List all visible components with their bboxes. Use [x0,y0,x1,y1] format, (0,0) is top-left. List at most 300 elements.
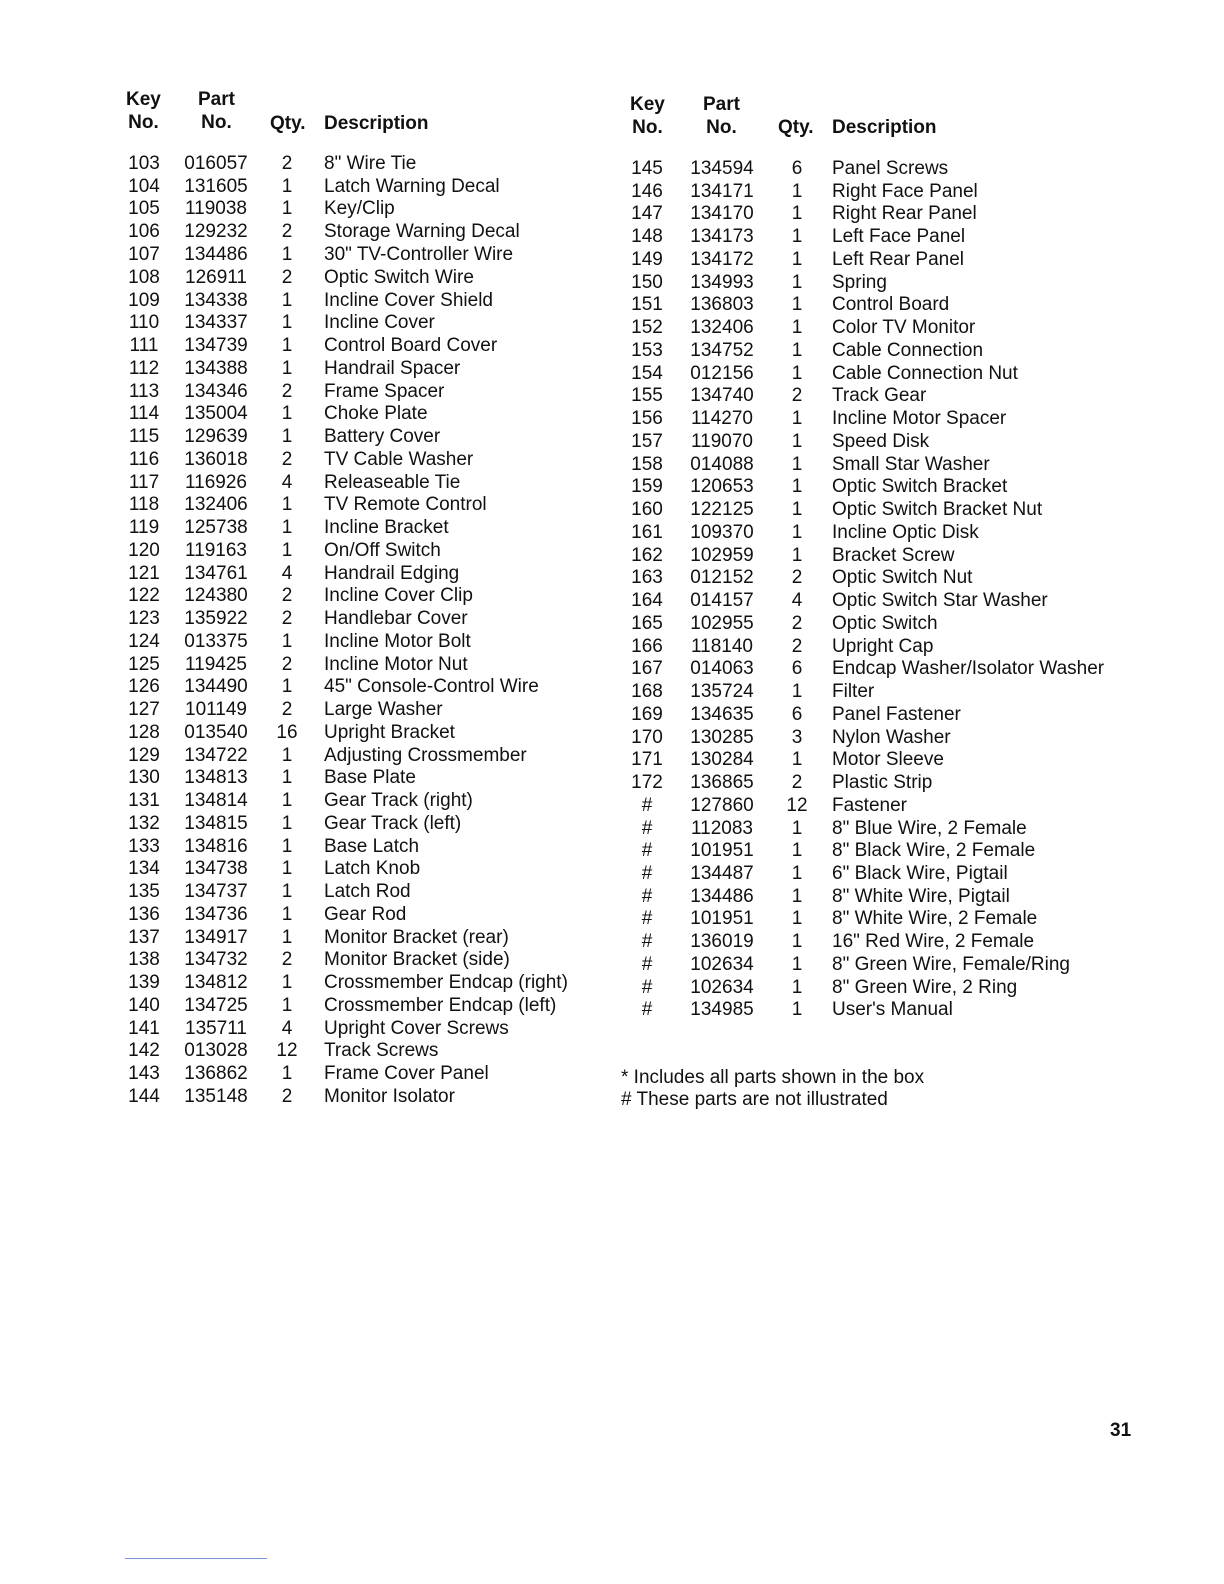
key-number: 148 [631,226,663,247]
part-number: 014063 [690,658,754,679]
table-row [0,863,1008,885]
description: Optic Switch Bracket Nut [832,499,1043,520]
quantity: 1 [281,517,293,538]
part-number: 134985 [690,999,754,1020]
key-number: # [641,886,653,907]
quantity: 16 [276,722,298,743]
description: Frame Cover Panel [324,1063,489,1084]
part-number: 134740 [690,385,754,406]
quantity: 1 [791,272,803,293]
quantity: 1 [791,886,803,907]
quantity: 1 [791,363,803,384]
quantity: 1 [791,499,803,520]
table-row [0,613,938,635]
key-number: 171 [631,749,663,770]
part-number: 134752 [690,340,754,361]
quantity: 2 [281,654,293,675]
part-number: 134815 [184,813,248,834]
quantity: 6 [791,658,803,679]
part-number: 101951 [690,840,754,861]
key-number: 132 [128,813,160,834]
description: Storage Warning Decal [324,221,520,242]
quantity: 1 [281,767,293,788]
description: On/Off Switch [324,540,441,561]
table-row [0,977,1018,999]
part-number: 014088 [690,454,754,475]
key-number: 158 [631,454,663,475]
part-number: 134739 [184,335,248,356]
key-number: 154 [631,363,663,384]
description: Motor Sleeve [832,749,944,770]
part-number: 131605 [184,176,248,197]
part-number: 129232 [184,221,248,242]
description: Right Rear Panel [832,203,977,224]
key-number: 164 [631,590,663,611]
description: 8" Green Wire, Female/Ring [832,954,1070,975]
table-row [0,999,953,1021]
quantity: 4 [791,590,803,611]
description: Left Face Panel [832,226,966,247]
quantity: 2 [281,949,293,970]
description: Incline Motor Spacer [832,408,1007,429]
hash-note: # These parts are not illustrated [621,1089,888,1110]
table-row [0,772,933,794]
table-row [0,795,907,817]
description: Incline Bracket [324,517,449,538]
table-row [0,545,955,567]
part-number: 013540 [184,722,248,743]
key-number: 123 [128,608,160,629]
part-number: 135004 [184,403,248,424]
part-number: 134736 [184,904,248,925]
description: Panel Screws [832,158,949,179]
part-number: 134171 [690,181,754,202]
key-number: # [641,999,653,1020]
key-number: 131 [128,790,160,811]
table-row [0,499,1043,521]
left-key-header-line2: No. [128,112,159,133]
description: Fastener [832,795,907,816]
description: Releaseable Tie [324,472,461,493]
part-number: 134486 [184,244,248,265]
quantity: 2 [791,613,803,634]
table-row [0,249,965,271]
key-number: 157 [631,431,663,452]
key-number: 104 [128,176,160,197]
table-row [0,954,1070,976]
table-row [0,522,979,544]
table-row [0,658,1105,680]
quantity: 2 [281,449,293,470]
key-number: # [641,795,653,816]
part-number: 134725 [184,995,248,1016]
part-number: 134338 [184,290,248,311]
description: Crossmember Endcap (right) [324,972,568,993]
key-number: 128 [128,722,160,743]
description: Control Board [832,294,950,315]
description: Nylon Washer [832,727,951,748]
part-number: 136803 [690,294,754,315]
part-number: 119425 [185,654,247,675]
key-number: # [641,863,653,884]
key-number: 155 [631,385,663,406]
quantity: 1 [281,631,293,652]
quantity: 1 [281,836,293,857]
quantity: 12 [786,795,808,816]
part-number: 134388 [184,358,248,379]
part-number: 012152 [690,567,754,588]
description: Incline Motor Bolt [324,631,471,652]
key-number: 120 [128,540,160,561]
description: 30" TV-Controller Wire [324,244,514,265]
description: Spring [832,272,887,293]
key-number: 143 [128,1063,160,1084]
table-row [0,476,1008,498]
quantity: 3 [791,727,803,748]
description: Incline Motor Nut [324,654,468,675]
description: Cable Connection Nut [832,363,1018,384]
key-number: 153 [631,340,663,361]
quantity: 1 [791,249,803,270]
part-number: 134993 [690,272,754,293]
part-number: 134486 [690,886,754,907]
part-number: 130285 [690,727,754,748]
quantity: 1 [791,908,803,929]
part-number: 134816 [184,836,248,857]
quantity: 1 [791,317,803,338]
key-number: 152 [631,317,663,338]
key-number: 130 [128,767,160,788]
description: Upright Cover Screws [324,1018,509,1039]
quantity: 1 [281,403,293,424]
quantity: 1 [281,494,293,515]
quantity: 1 [281,290,293,311]
part-number: 134732 [184,949,248,970]
table-row [0,1040,620,1062]
description: 8" White Wire, 2 Female [832,908,1038,929]
description: Frame Spacer [324,381,445,402]
description: Track Screws [324,1040,439,1061]
description: Incline Cover Clip [324,585,473,606]
key-number: 133 [128,836,160,857]
quantity: 1 [791,999,803,1020]
quantity: 1 [791,476,803,497]
part-number: 125738 [184,517,248,538]
part-number: 119163 [185,540,247,561]
key-number: 110 [128,312,160,333]
description: Optic Switch Bracket [832,476,1008,497]
quantity: 1 [791,840,803,861]
part-number: 134337 [184,312,248,333]
description: Filter [832,681,875,702]
key-number: 170 [631,727,663,748]
quantity: 2 [281,1086,293,1107]
key-number: 113 [128,381,160,402]
right-part-header-line1: Part [703,94,740,115]
quantity: 1 [791,931,803,952]
part-number: 119070 [691,431,753,452]
part-number: 119038 [185,198,247,219]
table-row [0,567,973,589]
key-number: # [641,840,653,861]
table-row [0,704,961,726]
description: Adjusting Crossmember [324,745,527,766]
part-number: 134170 [690,203,754,224]
key-number: 129 [128,745,160,766]
table-row [0,840,1036,862]
quantity: 1 [281,972,293,993]
description: Crossmember Endcap (left) [324,995,557,1016]
description: 8" Green Wire, 2 Ring [832,977,1018,998]
key-number: 124 [128,631,160,652]
key-number: 116 [128,449,160,470]
key-number: 138 [128,949,160,970]
table-row [0,636,934,658]
description: User's Manual [832,999,953,1020]
table-row [0,181,978,203]
quantity: 1 [791,431,803,452]
table-row [0,226,966,248]
part-number: 016057 [184,153,248,174]
table-row [0,908,1038,930]
part-number: 102959 [690,545,754,566]
quantity: 1 [281,676,293,697]
description: Control Board Cover [324,335,498,356]
quantity: 6 [791,158,803,179]
quantity: 1 [791,181,803,202]
key-number: # [641,931,653,952]
quantity: 4 [281,563,293,584]
description: 8" Wire Tie [324,153,417,174]
description: Optic Switch Nut [832,567,973,588]
quantity: 2 [281,608,293,629]
description: Base Latch [324,836,420,857]
quantity: 1 [791,203,803,224]
part-number: 132406 [690,317,754,338]
part-number: 102634 [690,977,754,998]
part-number: 102955 [690,613,754,634]
quantity: 1 [791,977,803,998]
key-number: 159 [631,476,663,497]
quantity: 1 [281,927,293,948]
part-number: 134813 [184,767,248,788]
quantity: 1 [281,426,293,447]
table-row [0,1086,620,1108]
description: Right Face Panel [832,181,978,202]
part-number: 134594 [690,158,754,179]
left-key-header [126,88,161,134]
table-row [0,749,944,771]
key-number: 112 [128,358,160,379]
description: Color TV Monitor [832,317,976,338]
key-number: 169 [631,704,663,725]
part-number: 134761 [184,563,248,584]
table-row [0,340,984,362]
part-number: 134487 [690,863,754,884]
key-number: 150 [631,272,663,293]
left-key-header-line1: Key [126,89,161,110]
part-number: 136019 [690,931,754,952]
quantity: 1 [281,358,293,379]
key-number: 115 [128,426,160,447]
description: Handrail Edging [324,563,460,584]
key-number: 172 [631,772,663,793]
description: 8" Blue Wire, 2 Female [832,818,1027,839]
table-row [0,385,927,407]
part-number: 120653 [690,476,754,497]
quantity: 1 [281,995,293,1016]
quantity: 1 [281,312,293,333]
quantity: 1 [791,454,803,475]
description: Cable Connection [832,340,984,361]
description: Battery Cover [324,426,441,447]
description: Plastic Strip [832,772,933,793]
key-number: 106 [128,221,160,242]
part-number: 135724 [690,681,754,702]
description: Upright Bracket [324,722,455,743]
quantity: 1 [791,681,803,702]
key-number: 134 [128,858,160,879]
description: Incline Optic Disk [832,522,979,543]
table-row [0,590,1048,612]
key-number: 168 [631,681,663,702]
quantity: 2 [281,267,293,288]
table-row [0,886,1010,908]
description: 16" Red Wire, 2 Female [832,931,1035,952]
key-number: 151 [631,294,663,315]
description: Upright Cap [832,636,934,657]
part-number: 114270 [691,408,753,429]
part-number: 112083 [691,818,753,839]
key-number: 165 [631,613,663,634]
description: Endcap Washer/Isolator Washer [832,658,1105,679]
description: Speed Disk [832,431,930,452]
part-number: 124380 [184,585,248,606]
key-number: 166 [631,636,663,657]
key-number: 162 [631,545,663,566]
table-row [0,203,977,225]
description: Large Washer [324,699,443,720]
key-number: 118 [128,494,160,515]
right-qty-header: Qty. [778,117,814,138]
quantity: 1 [791,522,803,543]
quantity: 2 [791,772,803,793]
quantity: 2 [281,585,293,606]
quantity: 4 [281,1018,293,1039]
left-description-header: Description [324,113,429,134]
key-number: 136 [128,904,160,925]
description: Monitor Isolator [324,1086,455,1107]
quantity: 1 [791,749,803,770]
part-number: 116926 [185,472,247,493]
part-number: 135922 [184,608,248,629]
quantity: 1 [791,545,803,566]
quantity: 2 [791,385,803,406]
table-row [0,272,887,294]
right-key-header-line1: Key [630,94,665,115]
key-number: 149 [631,249,663,270]
key-number: 125 [128,654,160,675]
description: Base Plate [324,767,416,788]
description: Latch Knob [324,858,421,879]
table-row [0,727,951,749]
table-row [0,931,1035,953]
table-row [0,681,875,703]
description: TV Remote Control [324,494,487,515]
part-number: 134635 [690,704,754,725]
description: Monitor Bracket (rear) [324,927,509,948]
quantity: 2 [281,153,293,174]
asterisk-note: * Includes all parts shown in the box [621,1067,925,1088]
part-number: 129639 [184,426,248,447]
key-number: # [641,818,653,839]
right-key-header [630,93,665,139]
quantity: 1 [281,1063,293,1084]
part-number: 013375 [184,631,248,652]
key-number: 121 [128,563,160,584]
table-row [0,431,930,453]
part-number: 134722 [184,745,248,766]
description: Gear Rod [324,904,407,925]
quantity: 1 [281,745,293,766]
quantity: 1 [791,954,803,975]
part-number: 102634 [690,954,754,975]
key-number: 119 [128,517,160,538]
quantity: 1 [281,790,293,811]
quantity: 1 [281,176,293,197]
description: Track Gear [832,385,927,406]
part-number: 135711 [185,1018,247,1039]
description: Incline Cover Shield [324,290,493,311]
key-number: 111 [129,335,159,356]
key-number: 147 [631,203,663,224]
key-number: 117 [128,472,160,493]
description: 45" Console-Control Wire [324,676,539,697]
description: Handlebar Cover [324,608,468,629]
key-number: 161 [631,522,663,543]
quantity: 1 [791,408,803,429]
table-row [0,454,990,476]
quantity: 1 [281,198,293,219]
part-number: 101149 [185,699,247,720]
key-number: 107 [128,244,160,265]
quantity: 2 [791,636,803,657]
description: 8" Black Wire, 2 Female [832,840,1036,861]
description: Monitor Bracket (side) [324,949,510,970]
key-number: 139 [128,972,160,993]
quantity: 4 [281,472,293,493]
quantity: 1 [281,244,293,265]
quantity: 1 [791,863,803,884]
key-number: 142 [128,1040,160,1061]
key-number: 105 [128,198,160,219]
key-number: 156 [631,408,663,429]
right-part-header-line2: No. [706,117,737,138]
key-number: 144 [128,1086,160,1107]
key-number: 135 [128,881,160,902]
key-number: 160 [631,499,663,520]
quantity: 1 [791,294,803,315]
key-number: 103 [128,153,160,174]
table-row [0,1018,620,1040]
part-number: 134917 [184,927,248,948]
quantity: 6 [791,704,803,725]
right-key-header-line2: No. [632,117,663,138]
description: Optic Switch [832,613,938,634]
part-number: 130284 [690,749,754,770]
table-row [0,317,976,339]
part-number: 134172 [690,249,754,270]
